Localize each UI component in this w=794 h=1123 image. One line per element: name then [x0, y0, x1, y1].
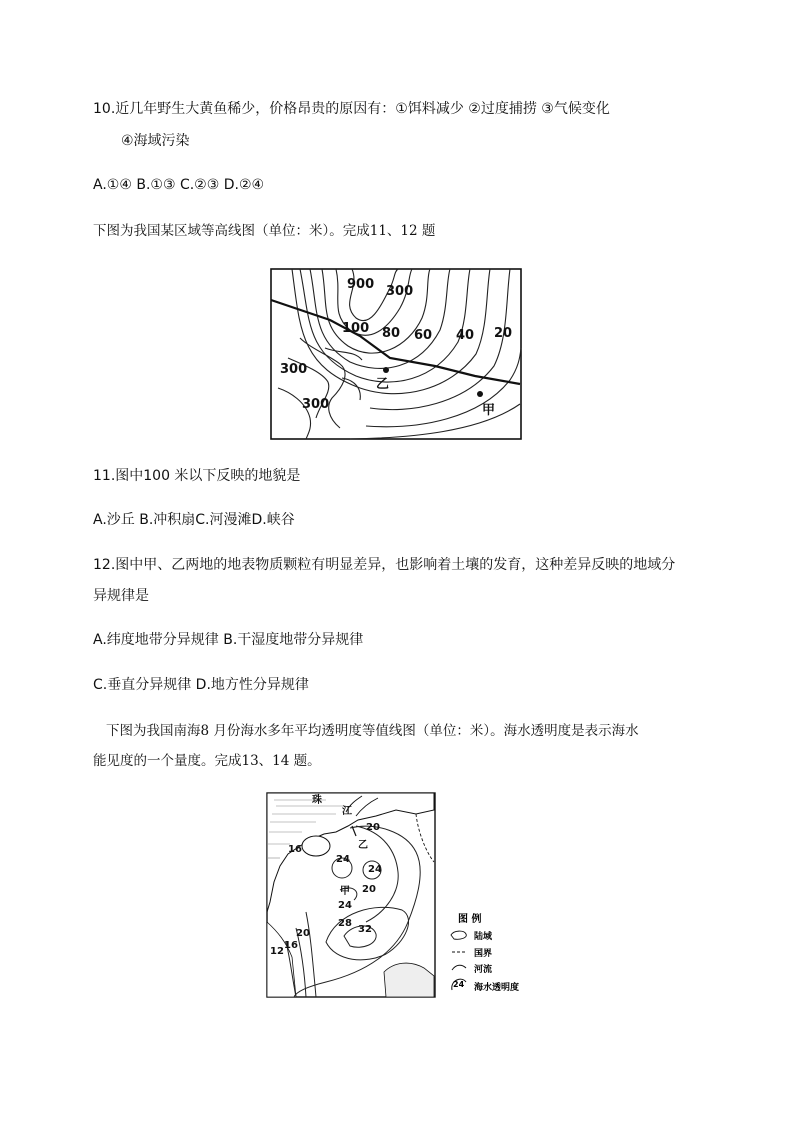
- legend-transparency: 海水透明度: [474, 983, 520, 993]
- map2-label-24-a: 24: [336, 854, 350, 865]
- contour-label-80: 80: [382, 326, 401, 341]
- intro-13-14-line1: 下图为我国南海8 月份海水多年平均透明度等值线图（单位：米）。海水透明度是表示海水: [106, 723, 639, 739]
- map2-label-jiang: 江: [342, 806, 352, 817]
- contour-label-300-top: 300: [386, 284, 414, 299]
- q12-options-2: C.垂直分异规律 D.地方性分异规律: [93, 677, 309, 693]
- contour-label-20: 20: [494, 326, 513, 341]
- contour-label-100: 100: [342, 321, 370, 336]
- legend-border: 国界: [474, 949, 493, 959]
- map2-legend: [448, 908, 538, 1002]
- q12-stem-cont: 异规律是: [93, 588, 149, 604]
- river-legend-icon: [452, 965, 466, 970]
- legend-title: 图 例: [458, 914, 482, 925]
- contour-map-figure: [270, 268, 522, 444]
- map2-label-32: 32: [358, 924, 372, 935]
- legend-river: 河流: [474, 965, 493, 975]
- q11-stem: 11.图中100 米以下反映的地貌是: [93, 468, 301, 484]
- q10-options: A.①④ B.①③ C.②③ D.②④: [93, 177, 265, 193]
- map2-label-28: 28: [338, 918, 352, 929]
- intro-11-12: 下图为我国某区域等高线图（单位：米）。完成11、12 题: [93, 223, 436, 239]
- contour-label-900: 900: [347, 277, 375, 292]
- map2-label-24-b: 24: [368, 864, 382, 875]
- q12-options-1: A.纬度地带分异规律 B.干湿度地带分异规律: [93, 632, 364, 648]
- map2-label-yi: 乙: [358, 840, 368, 851]
- map2-label-24-c: 24: [338, 900, 352, 911]
- map2-label-12: 12: [270, 946, 284, 957]
- map2-label-20-left: 20: [296, 928, 310, 939]
- q11-options: A.沙丘 B.冲积扇C.河漫滩D.峡谷: [93, 512, 295, 528]
- q10-stem: 10.近几年野生大黄鱼稀少，价格昂贵的原因有：①饵料减少 ②过度捕捞 ③气候变化: [93, 101, 610, 117]
- map2-label-zhu: 珠: [312, 795, 322, 806]
- map2-label-jia: 甲: [340, 886, 350, 897]
- map2-label-20-top: 20: [366, 822, 380, 833]
- land-legend-icon: [451, 931, 466, 939]
- legend-land: 陆域: [474, 932, 493, 942]
- q12-stem: 12.图中甲、乙两地的地表物质颗粒有明显差异，也影响着土壤的发育，这种差异反映的地域分: [93, 557, 676, 573]
- contour-label-300-left: 300: [280, 362, 308, 377]
- transparency-map-figure: [266, 792, 436, 1002]
- contour-label-300-bottom: 300: [302, 397, 330, 412]
- point-label-jia: 甲: [482, 403, 496, 418]
- map2-label-16-left: 16: [288, 844, 302, 855]
- legend-sample-value: 24: [453, 980, 465, 989]
- contour-label-60: 60: [414, 328, 433, 343]
- point-label-yi: 乙: [376, 377, 390, 392]
- contour-label-40: 40: [456, 328, 475, 343]
- map2-label-16-bottom: 16: [284, 940, 298, 951]
- map2-label-20-mid: 20: [362, 884, 376, 895]
- q10-stem-cont: ④海域污染: [121, 133, 190, 149]
- intro-13-14-line2: 能见度的一个量度。完成13、14 题。: [93, 753, 321, 769]
